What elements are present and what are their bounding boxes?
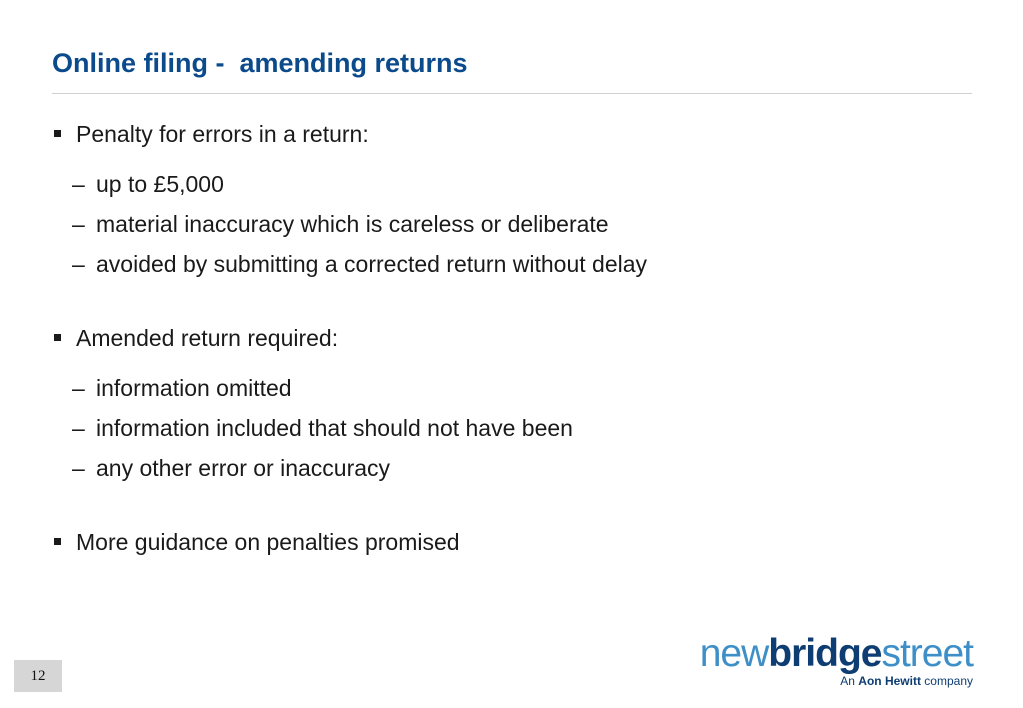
logo-part-bridge: bridge <box>768 632 882 675</box>
dash-icon: – <box>72 211 85 237</box>
sub-item-text: information omitted <box>96 375 292 401</box>
sub-item-text: avoided by submitting a corrected return without delay <box>96 251 648 277</box>
company-logo <box>700 632 973 688</box>
sub-item <box>72 204 952 244</box>
sub-list <box>52 368 952 488</box>
logo-tagline <box>700 674 973 688</box>
tagline-brand: Aon Hewitt <box>858 674 921 688</box>
tagline-suffix: company <box>920 674 973 688</box>
square-bullet-icon <box>54 334 61 341</box>
dash-icon: – <box>72 171 85 197</box>
sub-item-text: information included that should not have been <box>96 415 573 441</box>
sub-item <box>72 408 952 448</box>
logo-wordmark <box>700 632 973 676</box>
sub-item <box>72 368 952 408</box>
sub-list <box>52 164 952 284</box>
slide-content <box>52 118 952 558</box>
dash-icon: – <box>72 251 85 277</box>
sub-item <box>72 244 952 284</box>
bullet-text: Amended return required: <box>76 325 339 351</box>
sub-item <box>72 164 952 204</box>
dash-icon: – <box>72 415 85 441</box>
tagline-prefix: An <box>840 674 859 688</box>
bullet-item <box>52 322 952 354</box>
square-bullet-icon <box>54 538 61 545</box>
dash-icon: – <box>72 455 85 481</box>
bullet-text: More guidance on penalties promised <box>76 529 460 555</box>
title-divider <box>52 93 972 94</box>
square-bullet-icon <box>54 130 61 137</box>
bullet-text: Penalty for errors in a return: <box>76 121 369 147</box>
logo-part-street: street <box>881 632 973 675</box>
sub-item-text: up to £5,000 <box>96 171 224 197</box>
logo-part-new: new <box>699 632 769 675</box>
sub-item-text: any other error or inaccuracy <box>96 455 391 481</box>
sub-item-text: material inaccuracy which is careless or deliberate <box>96 211 609 237</box>
bullet-item <box>52 118 952 150</box>
bullet-item <box>52 526 952 558</box>
page-number: 12 <box>14 660 62 692</box>
page-title: Online filing - amending returns <box>52 48 468 78</box>
sub-item <box>72 448 952 488</box>
dash-icon: – <box>72 375 85 401</box>
